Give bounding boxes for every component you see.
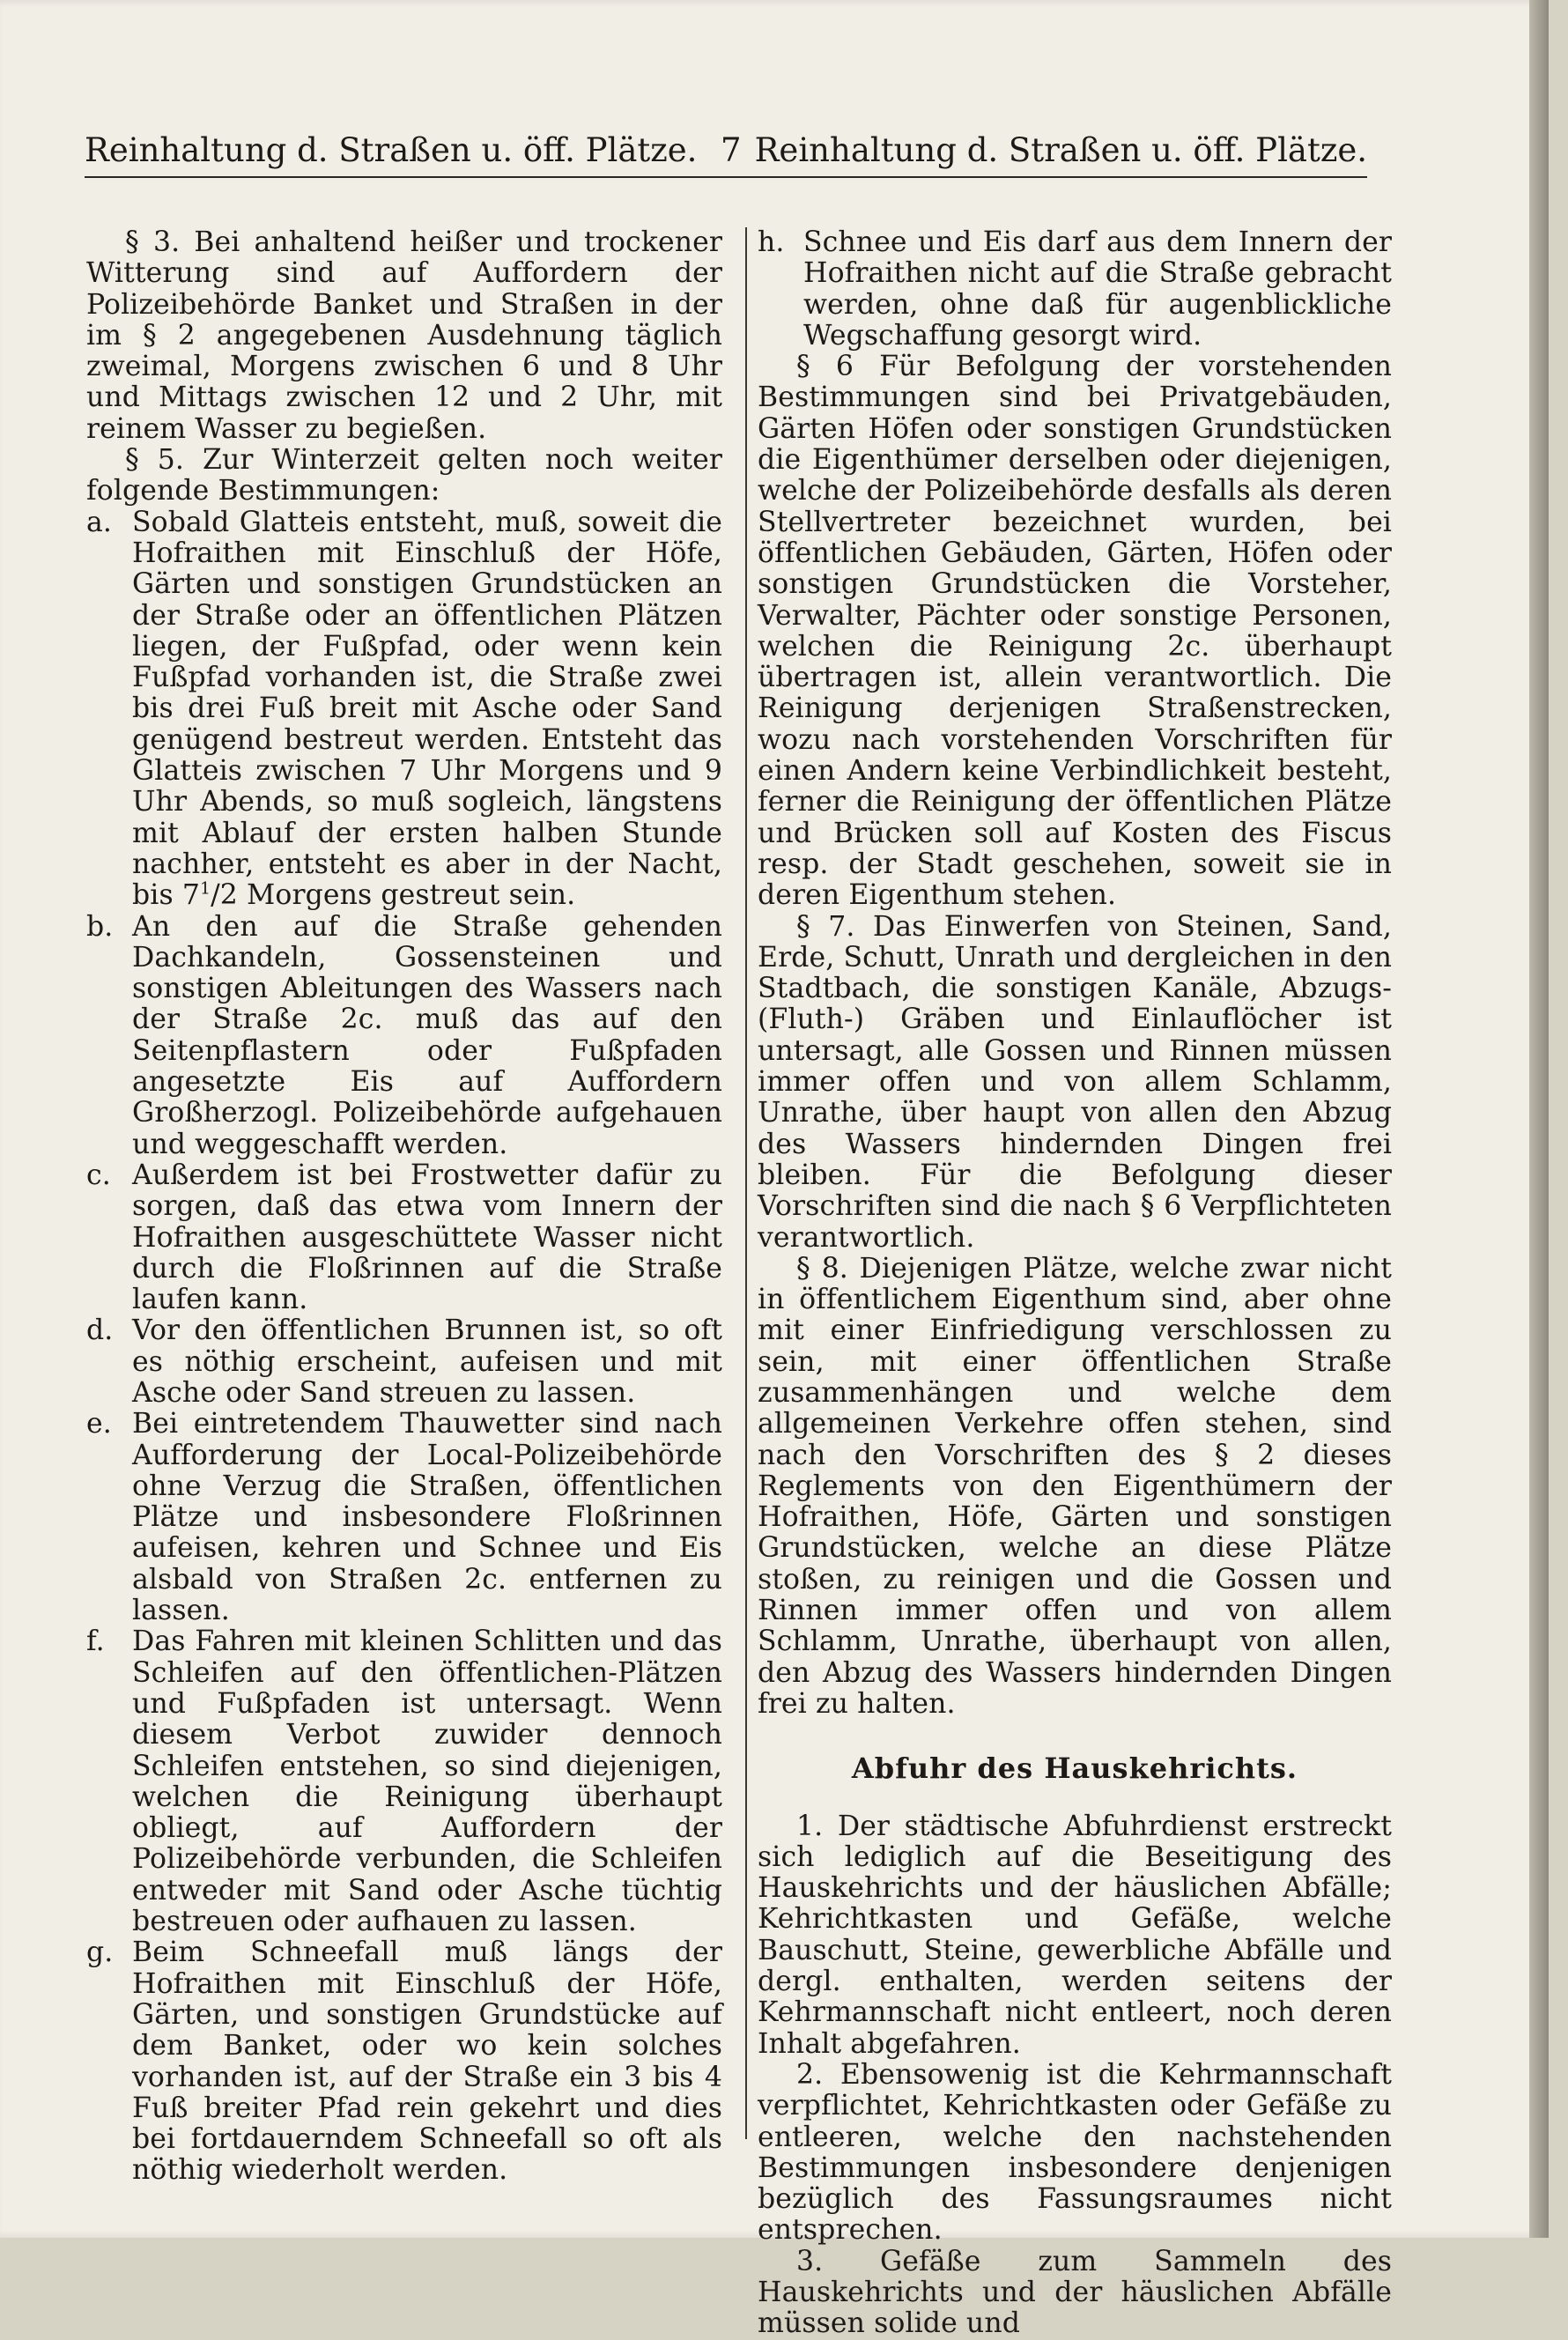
left-column — [86, 227, 722, 2187]
item-label: f. — [86, 1625, 105, 1658]
item-label: g. — [86, 1936, 114, 1969]
paragraph-section-5: § 5. Zur Winterzeit gelten noch weiter folgende Bestimmungen: — [86, 444, 722, 507]
item-label: d. — [86, 1314, 114, 1347]
paragraph-section-8: § 8. Diejenigen Plätze, welche zwar nicht in öffentlichem Eigenthum sind, aber ohne mit einer Einfriedigung verschlossen zu sein, mit einer öffentlichen Straße zusammenhängen und welche dem allgemeinen Verkehre offen stehen, sind nach den Vorschriften des § 2 dieses Reglements von den Eigenthümern der Hofraithen, Höfe, Gärten und sonstigen Grundstücken, welche an diese Plätze stoßen, zu reinigen und die Gossen und Rinnen immer offen und von allem Schlamm, Unrathe, überhaupt von allen, den Abzug des Wassers hindernden Dingen frei zu halten. — [758, 1252, 1392, 1720]
list-item-b — [86, 912, 722, 1160]
item-label: a. — [86, 506, 112, 538]
item-text: Außerdem ist bei Frostwetter dafür zu sorgen, daß das etwa vom Innern der Hofraithen ausgeschüttete Wasser nicht durch die Floßrinnen auf die Straße laufen kann. — [132, 1159, 722, 1316]
header-rule — [85, 176, 1367, 178]
item-text: An den auf die Straße gehenden Dachkandeln, Gossensteinen und sonstigen Ableitungen des Wassers nach der Straße 2c. muß das auf den Seitenpflastern oder Fußpfaden angesetzte Eis auf Auffordern Großherzogl. Polizeibehörde aufgehauen und weggeschafft werden. — [132, 910, 722, 1160]
item-text: Sobald Glatteis entsteht, muß, soweit die Hofraithen mit Einschluß der Höfe, Gärten und sonstigen Grundstücken an der Straße oder an öffentlichen Plätzen liegen, der Fußpfad, oder wenn kein Fußpfad vorhanden ist, die Straße zwei bis drei Fuß breit mit Asche oder Sand genügend bestreut werden. Entsteht das Glatteis zwischen 7 Uhr Morgens und 9 Uhr Abends, so muß sogleich, längstens mit Ablauf der ersten halben Stunde nachher, entsteht es aber in der Nacht, bis $7^1/2$ Morgens gestreut sein. — [132, 506, 722, 912]
item-label: c. — [86, 1159, 111, 1191]
item-label: h. — [758, 226, 785, 258]
page-number: 7 — [721, 131, 742, 169]
item-text: Schnee und Eis darf aus dem Innern der Hofraithen nicht auf die Straße gebracht werden, ohne daß für augenblickliche Wegschaffung gesorgt wird. — [803, 226, 1392, 352]
list-item-h — [758, 227, 1392, 352]
header-right-title: Reinhaltung d. Straßen u. öff. Plätze. — [754, 131, 1367, 169]
item-text: Bei eintretendem Thauwetter sind nach Aufforderung der Local-Polizeibehörde ohne Verzug die Straßen, öffentlichen Plätze und insbesondere Floßrinnen aufeisen, kehren und Schnee und Eis alsbald von Straßen 2c. entfernen zu lassen. — [132, 1408, 722, 1627]
paragraph-rule-1: 1. Der städtische Abfuhrdienst erstreckt sich lediglich auf die Beseitigung des Hauskehrichts und der häuslichen Abfälle; Kehrichtkasten und Gefäße, welche Bauschutt, Steine, gewerbliche Abfälle und dergl. enthalten, werden seitens der Kehrmannschaft nicht entleert, noch deren Inhalt abgefahren. — [758, 1810, 1392, 2060]
section-heading: Abfuhr des Hauskehrichts. — [851, 1751, 1298, 1786]
item-text: Beim Schneefall muß längs der Hofraithen mit Einschluß der Höfe, Gärten, und sonstigen Grundstücke auf dem Banket, oder wo kein solches vorhanden ist, auf der Straße ein 3 bis 4 Fuß breiter Pfad rein gekehrt und dies bei fortdauerndem Schneefall so oft als nöthig wiederholt werden. — [132, 1936, 722, 2187]
paragraph-rule-3: 3. Gefäße zum Sammeln des Hauskehrichts und der häuslichen Abfälle müssen solide und — [758, 2245, 1392, 2340]
item-label: e. — [86, 1408, 112, 1440]
item-label: b. — [86, 910, 114, 943]
page-edge — [1529, 0, 1549, 2238]
list-item-c — [86, 1160, 722, 1315]
list-item-e — [86, 1409, 722, 1626]
paragraph-section-7: § 7. Das Einwerfen von Steinen, Sand, Erde, Schutt, Unrath und dergleichen in den Stadtbach, die sonstigen Kanäle, Abzugs-(Fluth-) Gräben und Einlauflöcher ist untersagt, alle Gossen und Rinnen müssen immer offen und von allem Schlamm, Unrathe, über haupt von allen den Abzug des Wassers hindernden Dingen frei bleiben. Für die Befolgung dieser Vorschriften sind die nach § 6 Verpflichteten verantwortlich. — [758, 910, 1392, 1254]
paragraph-section-6: § 6 Für Befolgung der vorstehenden Bestimmungen sind bei Privatgebäuden, Gärten Höfen oder sonstigen Grundstücken die Eigenthümer derselben oder diejenigen, welche der Polizeibehörde desfalls als deren Stellvertreter bezeichnet wurden, bei öffentlichen Gebäuden, Gärten, Höfen oder sonstigen Grundstücken die Vorsteher, Verwalter, Pächter oder sonstige Personen, welchen die Reinigung 2c. überhaupt übertragen ist, allein verantwortlich. Die Reinigung derjenigen Straßenstrecken, wozu nach vorstehenden Vorschriften für einen Andern keine Verbindlichkeit besteht, ferner die Reinigung der öffentlichen Plätze und Brücken soll auf Kosten des Fiscus resp. der Stadt geschehen, soweit sie in deren Eigenthum stehen. — [758, 351, 1392, 912]
list-item-a — [86, 507, 722, 912]
running-header — [85, 130, 1367, 171]
list-item-g — [86, 1937, 722, 2186]
item-text: Das Fahren mit kleinen Schlitten und das Schleifen auf den öffentlichen-Plätzen und Fußpfaden ist untersagt. Wenn diesem Verbot zuwider dennoch Schleifen entstehen, so sind diejenigen, welchen die Reinigung überhaupt obliegt, auf Auffordern der Polizeibehörde verbunden, die Schleifen entweder mit Sand oder Asche tüchtig bestreuen oder aufhauen zu lassen. — [132, 1625, 722, 1938]
list-item-d — [86, 1315, 722, 1409]
paragraph-section-3: § 3. Bei anhaltend heißer und trockener Witterung sind auf Auffordern der Polizeibehörde Banket und Straßen in der im § 2 angegebenen Ausdehnung täglich zweimal, Morgens zwischen 6 und 8 Uhr und Mittags zwischen 12 und 2 Uhr, mit reinem Wasser zu begießen. — [86, 226, 722, 445]
item-text: Vor den öffentlichen Brunnen ist, so oft es nöthig erscheint, aufeisen und mit Asche oder Sand streuen zu lassen. — [132, 1314, 722, 1409]
paragraph-rule-2: 2. Ebensowenig ist die Kehrmannschaft verpflichtet, Kehrichtkasten oder Gefäße zu entleeren, welche den nachstehenden Bestimmungen insbesondere denjenigen bezüglich des Fassungsraumes nicht entsprechen. — [758, 2058, 1392, 2247]
header-left-title: Reinhaltung d. Straßen u. öff. Plätze. — [85, 131, 698, 169]
column-divider — [745, 227, 747, 2139]
list-item-f — [86, 1626, 722, 1937]
right-column — [758, 227, 1392, 2340]
